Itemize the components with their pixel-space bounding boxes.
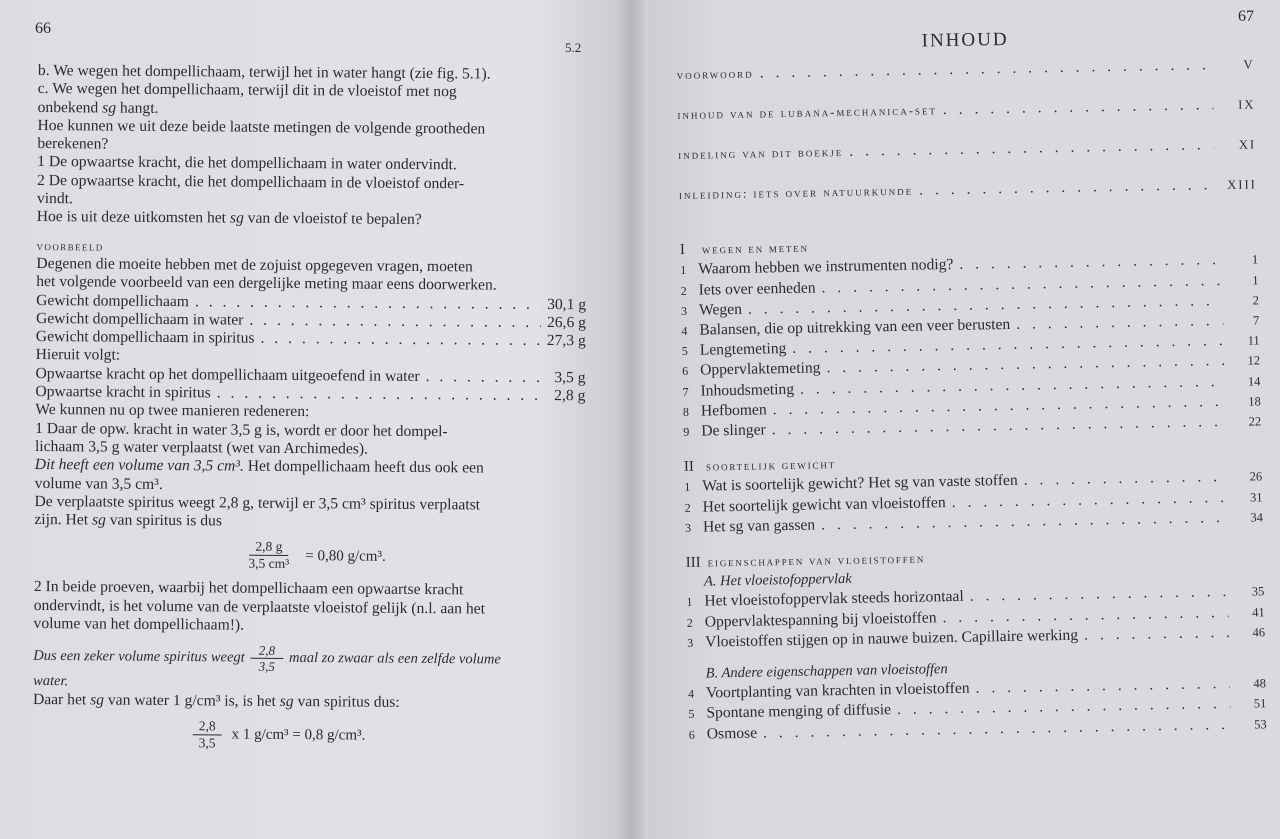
fraction-numerator: 2,8 — [251, 643, 283, 659]
toc-item-label: Oppervlaktemeting — [699, 359, 821, 380]
toc-item-page: 14 — [1247, 373, 1261, 389]
toc-item-label: Wat is soortelijk gewicht? Het sg van vaste stoffen — [702, 472, 1018, 496]
italic-text: Dit heeft een volume van 3,5 cm³. — [34, 456, 244, 475]
toc-item-number: 7 — [682, 384, 689, 399]
reason1-line4: volume van 3,5 cm³. — [34, 474, 163, 493]
italic-text: maal zo zwaar als een zelfde volume — [288, 650, 501, 668]
toc-item-page: 31 — [1249, 489, 1263, 505]
book-gutter — [618, 0, 648, 839]
fraction — [242, 539, 295, 572]
toc-item-label: Lengtemeting — [699, 340, 787, 359]
fraction — [193, 718, 222, 751]
toc-item-page: 26 — [1249, 469, 1263, 484]
leader-dots — [426, 368, 549, 387]
fraction-denominator: 3,5 — [258, 659, 275, 675]
leader-dots — [760, 55, 1213, 83]
toc-item-page: 12 — [1247, 353, 1261, 369]
toc-item-label: Hefbomen — [700, 401, 767, 420]
toc-item-page: 22 — [1248, 414, 1262, 429]
measurement-label: Gewicht dompellichaam in spiritus — [35, 328, 255, 347]
reason1-line6 — [34, 511, 584, 534]
toc-item-number: 8 — [682, 404, 690, 419]
table-of-contents — [676, 25, 1267, 744]
toc-entry-page: V — [1243, 57, 1255, 72]
toc-item-label: Oppervlaktespanning bij vloeistoffen — [704, 608, 937, 631]
formula-spiritus-density — [34, 537, 584, 574]
leader-dots — [919, 175, 1215, 200]
conclusion-line — [33, 641, 583, 676]
toc-entry-page: XI — [1238, 137, 1257, 152]
fraction-denominator: 3,5 — [198, 735, 216, 751]
toc-item-label: Voortplanting van krachten in vloeistoffen — [705, 679, 970, 702]
toc-item-page: 48 — [1253, 676, 1267, 691]
text-span: zijn. Het — [34, 511, 93, 529]
left-page-body — [33, 62, 588, 762]
toc-item-page: 1 — [1251, 252, 1259, 267]
measurement-label: Gewicht dompellichaam — [36, 291, 190, 310]
toc-entry-label: indeling van dit boekje — [678, 145, 844, 163]
toc-item-page: 34 — [1250, 510, 1264, 525]
leader-dots — [1016, 311, 1223, 334]
italic-sg: sg — [229, 209, 244, 227]
fraction-numerator: 2,8 — [193, 718, 222, 735]
toc-item-number: 1 — [684, 480, 691, 495]
result-label: Opwaartse kracht op het dompellichaam uitgeoefend in water — [35, 364, 420, 385]
chapter-numeral: I — [679, 242, 686, 259]
text-span: Het dompellichaam heeft dus ook een — [243, 457, 484, 477]
italic-sg: sg — [90, 691, 105, 709]
example-intro1: Degenen die moeite hebben met de zojuist opgegeven vragen, moeten — [36, 254, 473, 276]
toc-item-label: Het sg van gassen — [702, 516, 816, 536]
question-line1: Hoe kunnen we uit deze beide laatste metingen de volgende grootheden — [37, 116, 486, 138]
toc-item-label: Het vloeistofoppervlak steeds horizontaal — [704, 588, 964, 611]
italic-text: Dus een zeker volume spiritus weegt — [33, 648, 245, 666]
toc-item-label: Inhoudsmeting — [700, 380, 795, 400]
item-b: b. We wegen het dompellichaam, terwijl het in water hangt (zie fig. 5.1). — [37, 62, 491, 83]
toc-title: INHOUD — [921, 28, 1009, 52]
formula-final — [33, 717, 583, 754]
toc-entry-page: XIII — [1227, 177, 1257, 193]
toc-entry-label: inhoud van de lubana-mechanica-set — [677, 103, 938, 123]
measurement-value: 27,3 g — [546, 332, 586, 350]
toc-item-number: 2 — [680, 283, 687, 298]
daar-line — [33, 691, 583, 714]
italic-sg: sg — [102, 99, 117, 117]
leader-dots — [1084, 623, 1229, 645]
formula-result: x 1 g/cm³ = 0,8 g/cm³. — [231, 726, 366, 744]
toc-item-number: 4 — [681, 323, 688, 338]
italic-sg: sg — [279, 692, 294, 710]
hieruit-volgt: Hieruit volgt: — [35, 346, 121, 365]
toc-item-number: 3 — [686, 635, 694, 650]
question-item-2b: vindt. — [36, 190, 73, 208]
leader-dots — [943, 95, 1214, 119]
toc-item-number: 2 — [686, 615, 693, 630]
measurement-label: Gewicht dompellichaam in water — [35, 309, 244, 329]
text-span: van spiritus is dus — [105, 511, 223, 530]
toc-entry-page: IX — [1238, 97, 1256, 112]
chapter-title: wegen en meten — [701, 240, 809, 257]
measurement-value: 30,1 g — [547, 295, 587, 313]
toc-item-page: 7 — [1252, 313, 1260, 328]
toc-item-page: 1 — [1252, 272, 1259, 288]
question-item-1: 1 De opwaartse kracht, die het dompellichaam in water ondervindt. — [37, 153, 457, 174]
reason1-line1: 1 Daar de opw. kracht in water 3,5 g is, wordt er door het dompel- — [35, 419, 448, 440]
toc-item-number: 2 — [684, 500, 691, 515]
toc-item-page: 53 — [1254, 716, 1267, 732]
subsection-heading-b: B. Andere eigenschappen van vloeistoffen — [705, 661, 948, 682]
leader-dots — [260, 330, 540, 350]
toc-item-number: 6 — [682, 364, 689, 379]
toc-item-label: Het soortelijk gewicht van vloeistoffen — [702, 493, 946, 516]
reason1-line5: De verplaatste spiritus weegt 2,8 g, terwijl er 3,5 cm³ spiritus verplaatst — [34, 492, 481, 514]
section-reference: 5.2 — [565, 40, 582, 55]
fraction-numerator: 2,8 g — [249, 539, 288, 556]
text-span: van de vloeistof te bepalen? — [243, 209, 422, 229]
example-heading: voorbeeld — [36, 237, 104, 254]
inline-fraction — [251, 643, 283, 674]
toc-item-label: Waarom hebben we instrumenten nodig? — [698, 256, 954, 279]
toc-item-label: Wegen — [698, 300, 743, 319]
text-span: van spiritus dus: — [293, 692, 400, 711]
toc-item-page: 46 — [1252, 625, 1266, 640]
toc-item-label: Iets over eenheden — [698, 279, 816, 299]
text-span: van water 1 g/cm³ is, is het — [103, 691, 280, 710]
toc-entry-label: voorwoord — [676, 66, 754, 83]
toc-item-number: 1 — [686, 595, 693, 610]
toc-item-number: 9 — [683, 424, 690, 439]
toc-item-page: 41 — [1252, 604, 1265, 620]
conclusion-end: water. — [33, 673, 69, 690]
text-span: onbekend — [37, 98, 103, 117]
chapter-numeral: III — [685, 554, 701, 571]
result-label: Opwaartse kracht in spiritus — [35, 383, 211, 402]
reason2-line3: volume van het dompellichaam!). — [33, 614, 245, 634]
reason2-line1: 2 In beide proeven, waarbij het dompellichaam een opwaartse kracht — [33, 578, 464, 599]
toc-item-number: 1 — [680, 263, 687, 278]
toc-item-label: Osmose — [706, 724, 758, 743]
reason1-line2: lichaam 3,5 g water verplaatst (wet van Archimedes). — [34, 437, 369, 458]
toc-item-number: 5 — [688, 707, 695, 722]
item-c-line1: c. We wegen het dompellichaam, terwijl dit in de vloeistof met nog — [37, 80, 457, 101]
fraction-denominator: 3,5 cm³ — [248, 556, 290, 572]
result-value: 3,5 g — [554, 368, 586, 387]
toc-item-page: 51 — [1253, 696, 1267, 711]
leader-dots — [249, 312, 541, 333]
left-page-number: 66 — [35, 20, 51, 37]
leader-dots — [1023, 467, 1226, 490]
toc-item-page: 2 — [1252, 293, 1260, 308]
toc-entry-label: inleiding: iets over natuurkunde — [678, 183, 914, 203]
chapter-numeral: II — [683, 458, 695, 476]
toc-item-page: 11 — [1247, 333, 1260, 348]
measurement-value: 26,6 g — [546, 313, 587, 332]
toc-item-page: 18 — [1248, 394, 1261, 409]
text-span: hangt. — [115, 99, 159, 117]
formula-result: = 0,80 g/cm³. — [305, 547, 386, 565]
chapter-title: soortelijk gewicht — [705, 457, 836, 474]
toc-item-number: 4 — [687, 687, 695, 702]
chapter-title: eigenschappen van vloeistoffen — [707, 551, 926, 570]
text-span: Hoe is uit deze uitkomsten het — [36, 208, 231, 227]
question-line2: berekenen? — [37, 135, 109, 153]
toc-item-number: 3 — [680, 303, 688, 318]
toc-item-label: Spontane menging of diffusie — [706, 701, 892, 723]
subsection-heading-a: A. Het vloeistofoppervlak — [703, 571, 852, 590]
toc-item-number: 5 — [681, 344, 688, 359]
example-intro2: het volgende voorbeeld van een dergelijke meting maar eens doorwerken. — [36, 273, 497, 294]
toc-item-label: Balansen, die op uitrekking van een veer berusten — [699, 315, 1011, 339]
result-value: 2,8 g — [554, 387, 586, 405]
toc-item-label: De slinger — [701, 421, 766, 440]
toc-item-number: 3 — [684, 520, 692, 535]
toc-item-number: 6 — [688, 727, 695, 742]
right-page-number: 67 — [1238, 8, 1254, 25]
italic-sg: sg — [91, 511, 106, 529]
leader-dots — [195, 293, 541, 314]
reason2-line2: ondervindt, is het volume van de verplaatste vloeistof gelijk (n.l. aan het — [33, 596, 486, 618]
toc-item-label: Vloeistoffen stijgen op in nauwe buizen. Capillaire werking — [704, 626, 1079, 651]
toc-item-page: 35 — [1251, 584, 1265, 599]
question-item-2a: 2 De opwaartse kracht, die het dompellichaam in de vloeistof onder- — [37, 171, 465, 193]
text-span: Daar het — [32, 690, 91, 709]
reason-intro: We kunnen nu op twee manieren redeneren: — [35, 401, 310, 421]
